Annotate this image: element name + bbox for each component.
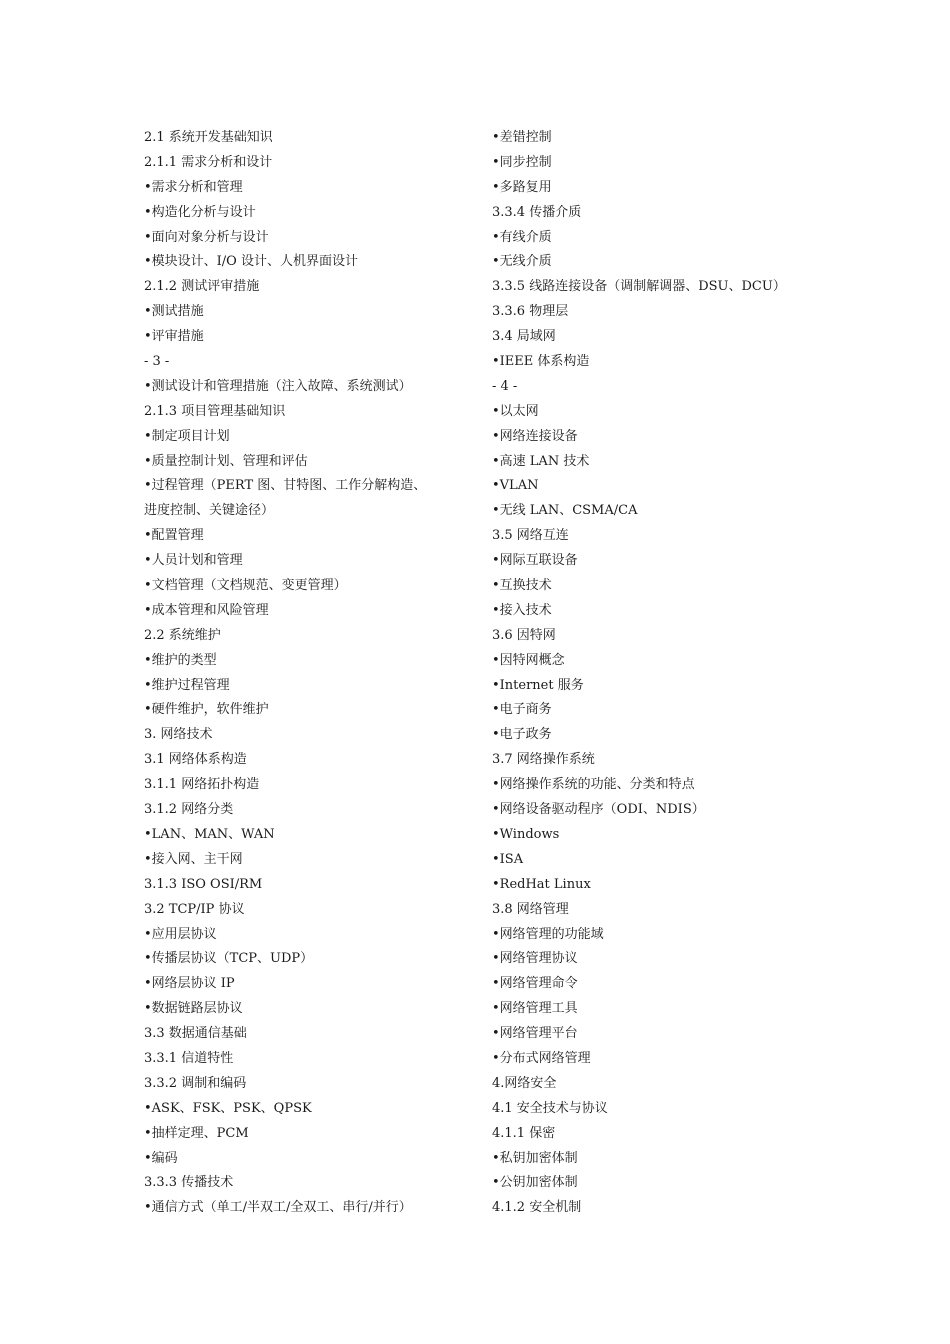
outline-line: •配置管理 [144, 528, 204, 544]
left-column [144, 126, 484, 1221]
outline-line: - 4 - [492, 378, 518, 394]
outline-line: 3.3 数据通信基础 [144, 1026, 247, 1042]
outline-line: •文档管理（文档规范、变更管理） [144, 578, 347, 594]
outline-line: •电子商务 [492, 702, 552, 718]
outline-line: •高速 LAN 技术 [492, 453, 590, 469]
outline-line: •传播层协议（TCP、UDP） [144, 951, 314, 967]
outline-line: 3.1 网络体系构造 [144, 752, 247, 768]
outline-line: •LAN、MAN、WAN [144, 826, 275, 842]
outline-line: •Internet 服务 [492, 677, 584, 693]
outline-line: •编码 [144, 1150, 178, 1166]
outline-line: 3.3.6 物理层 [492, 304, 569, 320]
outline-line: •网络连接设备 [492, 428, 578, 444]
outline-line: •过程管理（PERT 图、甘特图、工作分解构造、 [144, 478, 427, 494]
outline-line: •分布式网络管理 [492, 1050, 591, 1066]
outline-line: •应用层协议 [144, 926, 217, 942]
outline-line: 3.3.2 调制和编码 [144, 1075, 247, 1091]
outline-line: 3.2 TCP/IP 协议 [144, 901, 245, 917]
outline-line: •网络管理工具 [492, 1001, 578, 1017]
outline-line: •硬件维护，软件维护 [144, 702, 269, 718]
outline-line: •模块设计、I/O 设计、人机界面设计 [144, 254, 358, 270]
outline-line: •评审措施 [144, 329, 204, 345]
outline-line: 3.1.2 网络分类 [144, 802, 234, 818]
outline-line: 3.3.5 线路连接设备（调制解调器、DSU、DCU） [492, 279, 786, 295]
outline-line: 3.4 局域网 [492, 329, 556, 345]
outline-line: •维护的类型 [144, 652, 217, 668]
outline-line: 3.1.1 网络拓扑构造 [144, 777, 260, 793]
outline-line: •制定项目计划 [144, 428, 230, 444]
outline-line: •因特网概念 [492, 652, 565, 668]
right-column [492, 126, 822, 1221]
outline-line: •无线 LAN、CSMA/CA [492, 503, 638, 519]
outline-line: 3.5 网络互连 [492, 528, 569, 544]
outline-line: •维护过程管理 [144, 677, 230, 693]
outline-line: •多路复用 [492, 179, 552, 195]
outline-line: •ISA [492, 851, 524, 867]
outline-line: •公钥加密体制 [492, 1175, 578, 1191]
outline-line: 4.网络安全 [492, 1075, 557, 1091]
outline-line: 3.3.3 传播技术 [144, 1175, 234, 1191]
outline-line: •接入技术 [492, 602, 552, 618]
outline-line: 2.1.1 需求分析和设计 [144, 154, 273, 170]
outline-line: 2.1 系统开发基础知识 [144, 130, 273, 145]
outline-line: •RedHat Linux [492, 876, 591, 892]
outline-line: 3.3.1 信道特性 [144, 1050, 234, 1066]
outline-line: •网络设备驱动程序（ODI、NDIS） [492, 802, 705, 818]
outline-line: 3.1.3 ISO OSI/RM [144, 876, 263, 892]
outline-line: •构造化分析与设计 [144, 204, 256, 220]
outline-line: 进度控制、关键途径） [144, 503, 275, 519]
outline-line: •网络层协议 IP [144, 976, 235, 992]
outline-line: •质量控制计划、管理和评估 [144, 453, 308, 469]
outline-line: •通信方式（单工/半双工/全双工、串行/并行） [144, 1200, 412, 1216]
outline-line: •测试措施 [144, 304, 204, 320]
outline-line: •私钥加密体制 [492, 1150, 578, 1166]
outline-line: •Windows [492, 826, 560, 842]
outline-line: 3. 网络技术 [144, 727, 213, 743]
outline-line: 3.7 网络操作系统 [492, 752, 595, 768]
outline-line: - 3 - [144, 354, 170, 370]
outline-line: •IEEE 体系构造 [492, 354, 590, 370]
outline-line: 3.3.4 传播介质 [492, 204, 582, 220]
outline-line: •网络管理协议 [492, 951, 578, 967]
outline-line: •网络管理平台 [492, 1026, 578, 1042]
outline-line: 4.1.1 保密 [492, 1125, 556, 1141]
outline-line: •测试设计和管理措施（注入故障、系统测试） [144, 378, 412, 394]
outline-line: 3.6 因特网 [492, 627, 556, 643]
outline-line: •抽样定理、PCM [144, 1125, 249, 1141]
outline-line: •面向对象分析与设计 [144, 229, 269, 245]
outline-line: •成本管理和风险管理 [144, 602, 269, 618]
outline-line: 4.1.2 安全机制 [492, 1200, 582, 1216]
outline-line: •VLAN [492, 478, 539, 494]
outline-line: •数据链路层协议 [144, 1001, 243, 1017]
outline-line: •以太网 [492, 403, 539, 419]
outline-line: 3.8 网络管理 [492, 901, 569, 917]
outline-line: •接入网、主干网 [144, 851, 243, 867]
outline-line: •有线介质 [492, 229, 552, 245]
outline-line: 2.2 系统维护 [144, 627, 221, 643]
outline-line: •差错控制 [492, 130, 552, 145]
outline-line: •网络管理命令 [492, 976, 578, 992]
outline-line: •网际互联设备 [492, 553, 578, 569]
outline-line: 2.1.2 测试评审措施 [144, 279, 260, 295]
outline-line: •网络操作系统的功能、分类和特点 [492, 777, 695, 793]
outline-line: 2.1.3 项目管理基础知识 [144, 403, 286, 419]
outline-line: •无线介质 [492, 254, 552, 270]
outline-line: •人员计划和管理 [144, 553, 243, 569]
outline-line: •同步控制 [492, 154, 552, 170]
outline-line: •需求分析和管理 [144, 179, 243, 195]
outline-line: •电子政务 [492, 727, 552, 743]
outline-line: •网络管理的功能域 [492, 926, 604, 942]
outline-line: •互换技术 [492, 578, 552, 594]
outline-line: •ASK、FSK、PSK、QPSK [144, 1100, 312, 1116]
outline-line: 4.1 安全技术与协议 [492, 1100, 608, 1116]
